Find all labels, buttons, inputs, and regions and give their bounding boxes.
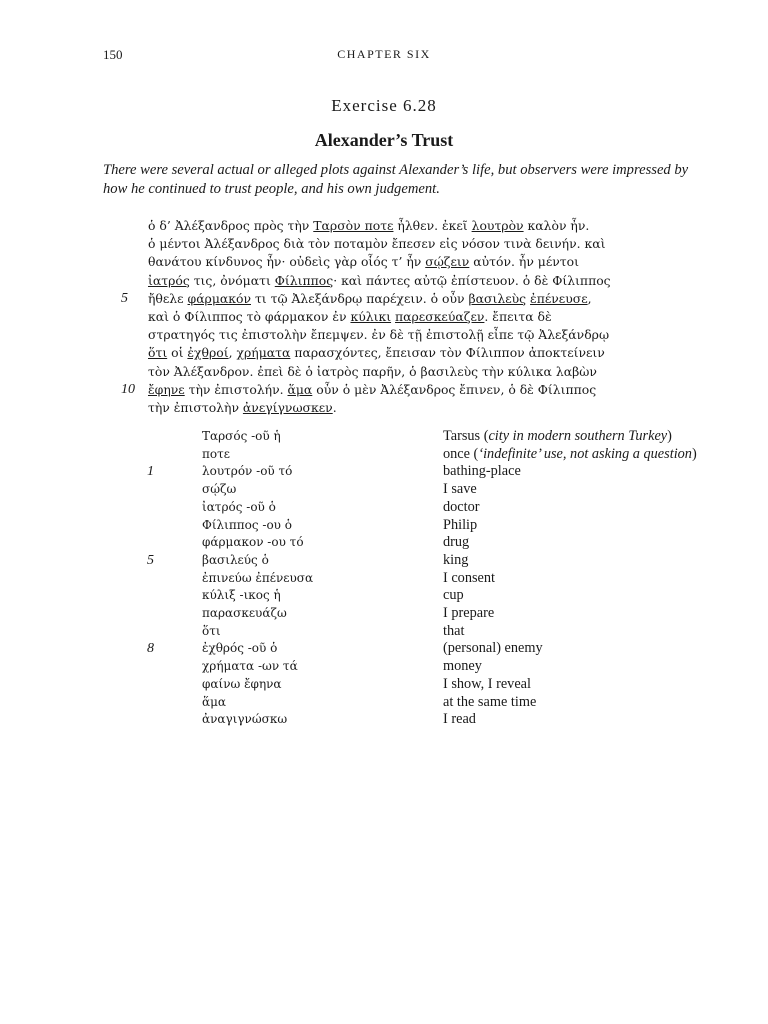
- glossed-word: σῴζειν: [425, 254, 470, 270]
- vocab-gloss: [443, 517, 713, 535]
- gloss-text: I show, I reveal: [443, 675, 531, 692]
- vocab-greek: ἅμα: [202, 694, 227, 709]
- glossed-word: ἔφηνε: [148, 381, 185, 397]
- vocab-greek: φάρμακον -ου τό: [202, 535, 304, 550]
- passage-text: καὶ ὁ Φίλιππος τὸ φάρμακον ἐν: [148, 308, 351, 324]
- gloss-text: ): [691, 445, 697, 462]
- glossed-word: κύλικι: [350, 308, 392, 324]
- vocab-gloss: [443, 623, 713, 641]
- vocab-greek: βασιλεύς ὁ: [202, 552, 269, 567]
- vocab-row: [120, 587, 720, 605]
- passage-text: · καὶ πάντες αὐτῷ ἐπίστευον. ὁ δὲ Φίλιππος: [333, 272, 611, 288]
- vocab-row: [120, 534, 720, 552]
- passage-text: παρασχόντες, ἔπεισαν τὸν Φίλιππον ἀποκτείνειν: [290, 345, 605, 361]
- vocab-gloss: [443, 694, 713, 712]
- glossed-word: ἅμα: [287, 381, 313, 397]
- vocab-gloss: [443, 463, 713, 481]
- greek-passage: [121, 217, 668, 417]
- glossed-word: βασιλεὺς: [468, 290, 527, 306]
- passage-text: οὖν ὁ μὲν Ἀλέξανδρος ἔπινεν, ὁ δὲ Φίλιππος: [312, 381, 597, 397]
- vocab-row: [120, 517, 720, 535]
- gloss-text: ): [667, 428, 672, 444]
- vocab-greek: παρασκευάζω: [202, 606, 287, 621]
- vocab-greek: λουτρόν -οῦ τό: [202, 464, 293, 479]
- glossed-word: ἰατρός: [148, 272, 190, 288]
- glossed-word: λουτρὸν: [471, 218, 524, 233]
- vocab-gloss: [443, 658, 713, 676]
- passage-text: καλὸν ἦν.: [523, 218, 590, 233]
- passage-text: οἱ: [167, 345, 188, 361]
- vocab-greek: ἐπινεύω ἐπένευσα: [202, 570, 314, 585]
- glossed-word: Ταρσὸν ποτε: [313, 218, 394, 233]
- passage-text: τις, ὀνόματι: [189, 272, 275, 288]
- gloss-text: that: [443, 622, 465, 639]
- vocab-gloss: [443, 428, 713, 446]
- line-number: 10: [121, 381, 135, 397]
- passage-text: τὸν Ἀλέξανδρον. ἐπεὶ δὲ ὁ ἰατρὸς παρῆν, ὁ βασιλεὺς τὴν κύλικα λαβὼν: [148, 363, 597, 379]
- vocab-row: [120, 658, 720, 676]
- running-header: CHAPTER SIX: [337, 47, 431, 61]
- passage-line: [148, 308, 668, 326]
- passage-line: [121, 290, 668, 308]
- vocab-greek: κύλιξ -ικος ἡ: [202, 588, 281, 603]
- passage-text: τι τῷ Ἀλεξάνδρῳ παρέχειν. ὁ οὖν: [251, 290, 469, 306]
- glossed-word: ὅτι: [148, 345, 168, 361]
- glossed-word: ἐπένευσε: [530, 290, 588, 306]
- gloss-text: cup: [443, 587, 464, 604]
- vocab-row: [120, 481, 720, 499]
- vocab-row: [120, 711, 720, 729]
- vocab-row: [120, 428, 720, 446]
- gloss-text: Tarsus (: [443, 428, 489, 444]
- page-number: 150: [103, 47, 123, 62]
- passage-text: θανάτου κίνδυνος ἦν· οὐδεὶς γὰρ οἷός τ’ ἦν: [148, 254, 426, 270]
- passage-text: ,: [587, 290, 592, 306]
- passage-text: στρατηγός τις ἐπιστολὴν ἔπεμψεν. ἐν δὲ τῇ ἐπιστολῇ εἶπε τῷ Ἀλεξάνδρῳ: [148, 327, 610, 343]
- vocab-greek: ἰατρός -οῦ ὁ: [202, 499, 276, 514]
- passage-text: τὴν ἐπιστολὴν: [148, 399, 243, 415]
- passage-line: [148, 344, 668, 362]
- vocab-greek: ὅτι: [202, 623, 221, 638]
- vocab-greek: φαίνω ἔφηνα: [202, 676, 282, 691]
- glossed-word: παρεσκεύαζεν: [395, 308, 485, 324]
- vocab-row: [120, 605, 720, 623]
- gloss-text: I prepare: [443, 605, 495, 622]
- vocab-row: [120, 570, 720, 588]
- gloss-text: (personal) enemy: [443, 640, 543, 657]
- vocab-row: [120, 640, 720, 658]
- passage-line: [148, 363, 668, 381]
- gloss-text: drug: [443, 534, 470, 551]
- vocab-line-ref: 1: [147, 464, 154, 480]
- exercise-title: Exercise 6.28: [331, 96, 437, 115]
- vocab-row: [120, 499, 720, 517]
- vocab-gloss: [443, 552, 713, 570]
- vocab-greek: Φίλιππος -ου ὁ: [202, 517, 292, 532]
- vocab-line-ref: 5: [147, 552, 154, 568]
- gloss-text: I read: [443, 711, 476, 728]
- vocab-gloss: [443, 534, 713, 552]
- passage-text: αὐτόν. ἦν μέντοι: [469, 254, 579, 270]
- vocab-row: [120, 446, 720, 464]
- passage-text: .: [332, 399, 337, 415]
- vocab-row: [120, 463, 720, 481]
- vocab-gloss: [443, 587, 713, 605]
- glossed-word: χρήματα: [236, 345, 291, 361]
- exercise-subtitle: Alexander’s Trust: [314, 130, 454, 150]
- vocab-gloss: [443, 499, 713, 517]
- vocab-greek: ἐχθρός -οῦ ὁ: [202, 641, 278, 656]
- vocab-greek: σῴζω: [202, 482, 237, 497]
- exercise-intro: There were several actual or alleged plots against Alexander’s life, but observers were impressed by how he continued to trust people, and his own judgement.: [103, 162, 689, 197]
- passage-text: . ἔπειτα δὲ: [484, 308, 552, 324]
- vocab-line-ref: 8: [147, 641, 154, 657]
- gloss-text: I save: [443, 481, 477, 498]
- vocab-gloss: [443, 676, 713, 694]
- vocab-gloss: [443, 446, 713, 464]
- passage-text: ὁ δ’ Ἀλέξανδρος πρὸς τὴν: [148, 218, 314, 233]
- passage-line: [148, 253, 668, 271]
- passage-text: ὁ μέντοι Ἀλέξανδρος διὰ τὸν ποταμὸν ἔπεσεν εἰς νόσον τινὰ δεινήν. καὶ: [148, 236, 606, 252]
- passage-line: [148, 217, 668, 235]
- passage-line: [148, 235, 668, 253]
- gloss-text: once (: [443, 445, 479, 462]
- passage-text: τὴν ἐπιστολήν.: [184, 381, 288, 397]
- passage-text: ,: [228, 345, 237, 361]
- gloss-text: at the same time: [443, 693, 537, 710]
- gloss-note: city in modern southern Turkey: [488, 428, 668, 444]
- line-number: 5: [121, 290, 128, 306]
- vocab-greek: ἀναγιγνώσκω: [202, 712, 288, 727]
- vocab-gloss: [443, 481, 713, 499]
- passage-line: [121, 381, 668, 399]
- vocab-greek: ποτε: [202, 446, 230, 461]
- vocab-row: [120, 694, 720, 712]
- passage-line: [148, 399, 668, 417]
- gloss-note: ‘indefinite’ use, not asking a question: [478, 445, 692, 462]
- vocab-greek: χρήματα -ων τά: [202, 659, 298, 674]
- vocab-gloss: [443, 605, 713, 623]
- glossed-word: ἐχθροί: [187, 345, 229, 361]
- passage-line: [148, 326, 668, 344]
- gloss-text: bathing-place: [443, 463, 521, 480]
- vocab-gloss: [443, 640, 713, 658]
- gloss-text: Philip: [443, 516, 478, 533]
- gloss-text: doctor: [443, 498, 480, 515]
- gloss-text: I consent: [443, 569, 496, 586]
- vocab-row: [120, 676, 720, 694]
- passage-text: ἦλθεν. ἐκεῖ: [393, 218, 472, 233]
- vocab-row: [120, 623, 720, 641]
- glossed-word: φάρμακόν: [187, 290, 251, 306]
- passage-text: ἤθελε: [148, 290, 188, 306]
- vocab-gloss: [443, 570, 713, 588]
- vocabulary-list: [120, 428, 720, 729]
- passage-line: [148, 272, 668, 290]
- vocab-row: [120, 552, 720, 570]
- glossed-word: ἀνεγίγνωσκεν: [242, 399, 333, 415]
- gloss-text: king: [443, 551, 469, 568]
- gloss-text: money: [443, 658, 482, 675]
- vocab-greek: Ταρσός -οῦ ἡ: [202, 429, 281, 443]
- vocab-gloss: [443, 711, 713, 729]
- glossed-word: Φίλιππος: [274, 272, 334, 288]
